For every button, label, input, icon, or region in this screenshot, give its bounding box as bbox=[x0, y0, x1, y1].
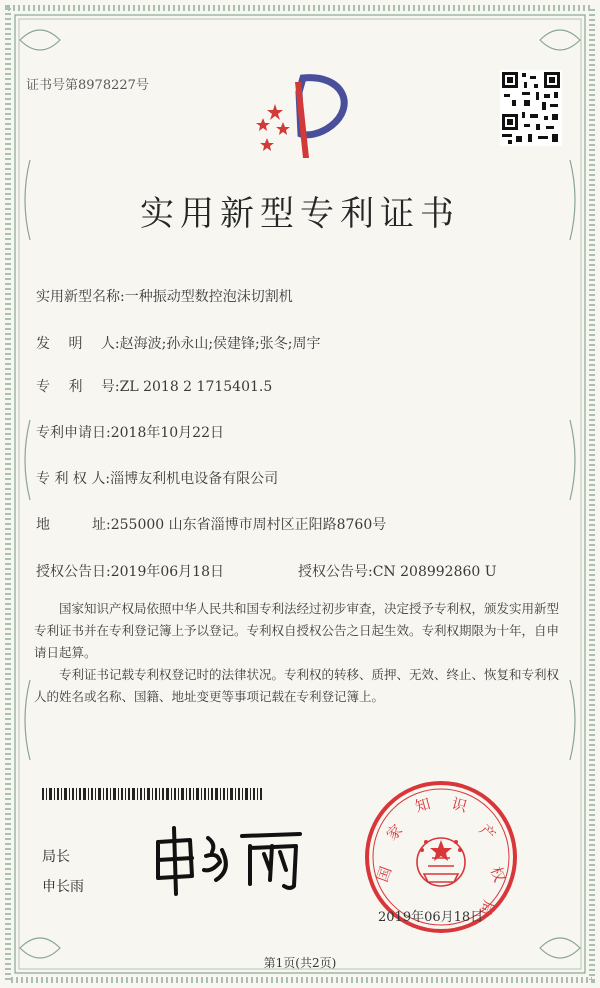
field-name bbox=[36, 286, 293, 306]
field-inventors-label: 发 明 人: bbox=[36, 336, 120, 352]
seal-date: 2019年06月18日 bbox=[378, 910, 484, 925]
svg-text:权: 权 bbox=[486, 864, 509, 885]
svg-text:局: 局 bbox=[475, 897, 498, 918]
field-grant-number-label: 授权公告号: bbox=[298, 564, 373, 580]
field-grant-number-value: CN 208992860 U bbox=[372, 564, 497, 580]
field-filing-date bbox=[36, 422, 224, 442]
field-filing-date-value: 2018年10月22日 bbox=[110, 425, 224, 441]
field-grant-date-label: 授权公告日: bbox=[36, 564, 111, 580]
field-patent-number-value: ZL 2018 2 1715401.5 bbox=[119, 379, 273, 395]
svg-text:产: 产 bbox=[475, 820, 500, 845]
field-grant-date-value: 2019年06月18日 bbox=[110, 564, 224, 580]
field-grant-date bbox=[36, 561, 224, 581]
svg-text:家: 家 bbox=[382, 820, 407, 845]
field-filing-date-label: 专利申请日: bbox=[36, 425, 111, 441]
field-patent-number-label: 专 利 号: bbox=[36, 379, 120, 395]
handwritten-signature bbox=[150, 820, 310, 900]
qr-code bbox=[500, 70, 562, 146]
field-patentee-label: 专 利 权 人: bbox=[36, 471, 111, 487]
page-footer: 第1页(共2页) bbox=[263, 956, 337, 970]
field-patentee-value: 淄博友利机电设备有限公司 bbox=[110, 471, 279, 487]
patent-office-logo bbox=[245, 72, 355, 164]
body-paragraph-2: 专利证书记载专利权登记时的法律状况。专利权的转移、质押、无效、终止、恢复和专利权人的姓名或名称、国籍、地址变更等事项记载在专利登记簿上。 bbox=[34, 667, 560, 704]
certificate-number: 证书号第8978227号 bbox=[26, 78, 149, 93]
body-paragraph-1: 国家知识产权局依照中华人民共和国专利法经过初步审查，决定授予专利权，颁发实用新型专利证书并在专利登记簿上予以登记。专利权自授权公告之日起生效。专利权期限为十年，自申请日起算。 bbox=[34, 601, 560, 660]
field-name-value: 一种振动型数控泡沫切割机 bbox=[124, 289, 293, 305]
field-name-label: 实用新型名称: bbox=[36, 289, 125, 305]
field-inventors bbox=[36, 333, 321, 353]
signatory-name: 申长雨 bbox=[42, 879, 84, 895]
field-inventors-value: 赵海波;孙永山;侯建锋;张冬;周宇 bbox=[119, 336, 321, 352]
svg-text:识: 识 bbox=[449, 794, 469, 816]
field-address-value: 255000 山东省淄博市周村区正阳路8760号 bbox=[110, 517, 387, 533]
svg-text:知: 知 bbox=[413, 794, 433, 816]
field-grant-number bbox=[298, 561, 497, 581]
field-patentee bbox=[36, 468, 278, 488]
field-patent-number bbox=[36, 376, 272, 396]
field-address bbox=[36, 514, 386, 534]
signatory-title: 局长 bbox=[42, 849, 70, 865]
barcode bbox=[42, 788, 262, 800]
certificate-title: 实用新型专利证书 bbox=[140, 194, 460, 234]
svg-text:国: 国 bbox=[373, 864, 396, 885]
field-address-label: 地 址: bbox=[36, 517, 111, 533]
